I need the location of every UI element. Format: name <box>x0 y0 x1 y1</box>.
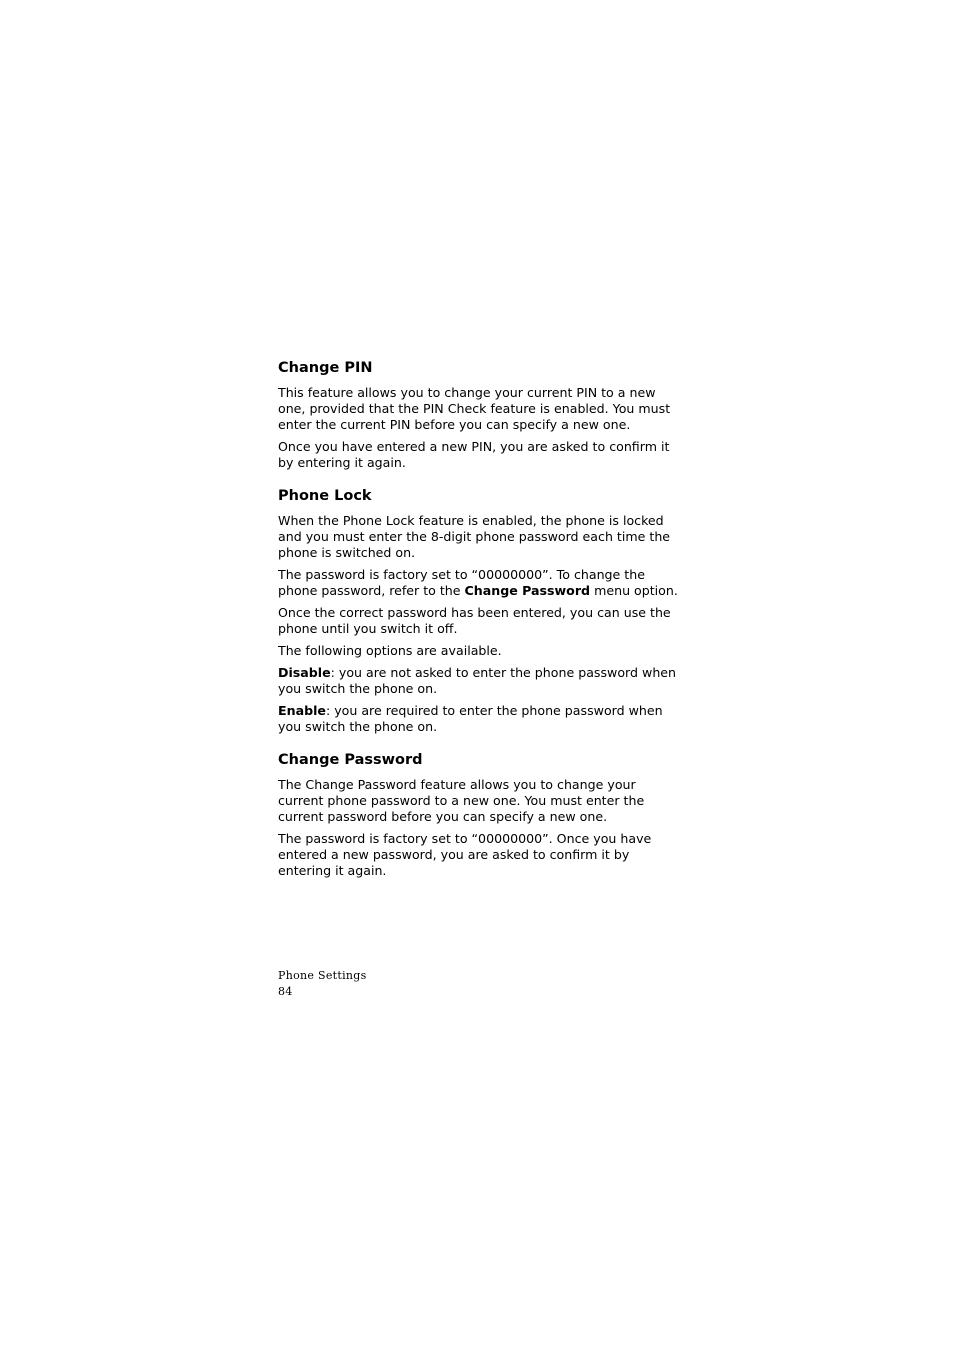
phone-lock-p2-text-before: The password is factory set to “00000000”. To change the phone password, refer to the <box>278 567 645 598</box>
option-disable <box>278 665 678 697</box>
change-pin-paragraph-2: Once you have entered a new PIN, you are asked to confirm it by entering it again. <box>278 439 670 470</box>
change-password-reference: Change Password <box>464 583 591 598</box>
option-enable <box>278 703 678 735</box>
phone-lock-paragraph-2 <box>278 567 678 599</box>
footer-page-number: 84 <box>278 985 293 998</box>
change-password-paragraph-1: The Change Password feature allows you to change your current phone password to a new one. You must enter the current password before you can specify a new one. <box>278 777 645 824</box>
change-pin-paragraph-1: This feature allows you to change your current PIN to a new one, provided that the PIN Check feature is enabled. You must enter the current PIN before you can specify a new one. <box>278 385 671 432</box>
heading-phone-lock: Phone Lock <box>278 488 372 504</box>
option-disable-term: Disable <box>278 665 331 680</box>
phone-lock-p2-text-after: menu option. <box>590 583 678 598</box>
option-disable-description: : you are not asked to enter the phone password when you switch the phone on. <box>278 665 677 696</box>
phone-lock-paragraph-4: The following options are available. <box>278 643 502 658</box>
page-content <box>278 359 678 885</box>
phone-lock-paragraph-3: Once the correct password has been entered, you can use the phone until you switch it off. <box>278 605 671 636</box>
phone-lock-paragraph-1: When the Phone Lock feature is enabled, the phone is locked and you must enter the 8-digit phone password each time the phone is switched on. <box>278 513 671 560</box>
option-enable-term: Enable <box>278 703 326 718</box>
change-password-paragraph-2: The password is factory set to “00000000”. Once you have entered a new password, you are asked to confirm it by entering it again. <box>278 831 652 878</box>
footer-section-name: Phone Settings <box>278 969 367 982</box>
heading-change-pin: Change PIN <box>278 360 373 376</box>
page-footer <box>278 968 367 1000</box>
option-enable-description: : you are required to enter the phone password when you switch the phone on. <box>278 703 663 734</box>
heading-change-password: Change Password <box>278 752 423 768</box>
